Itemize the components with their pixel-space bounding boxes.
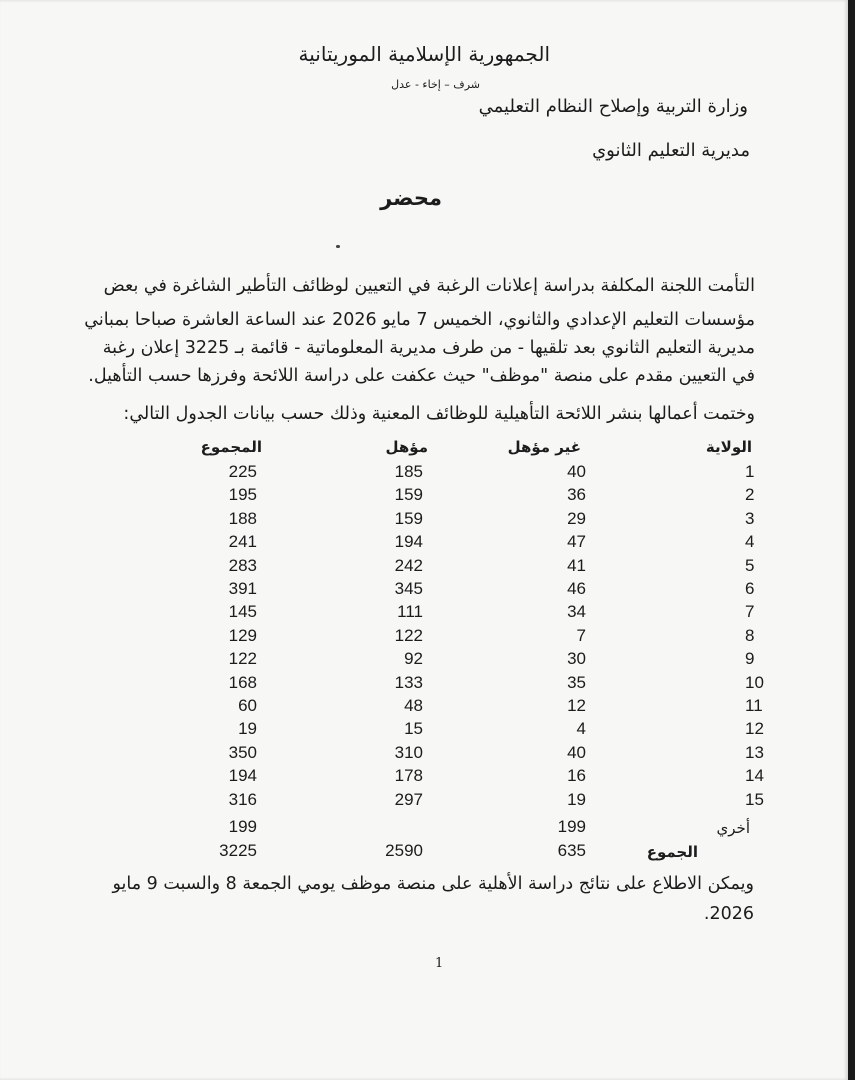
row-state: 15 [745,790,764,809]
row-unqualified: 12 [567,696,586,715]
row-state: 5 [745,556,755,575]
row-qualified: 48 [404,696,423,715]
row-total: 60 [238,696,257,715]
row-unqualified: 19 [567,790,586,809]
row-qualified: 194 [394,532,423,551]
row-state: 10 [745,673,764,692]
row-qualified: 133 [394,673,423,692]
header-state: الولاية [705,438,752,456]
directorate-name: مديرية التعليم الثانوي [592,140,750,161]
row-qualified: 185 [394,462,423,481]
row-total: 194 [228,766,257,785]
row-total: 145 [228,602,257,621]
row-qualified: 159 [394,509,423,528]
row-state: 2 [745,485,755,504]
row-unqualified: 41 [567,556,586,575]
row-unqualified: 30 [567,649,586,668]
row-unqualified: 40 [567,743,586,762]
document-title: محضر [380,186,442,210]
paragraph-line: مديرية التعليم الثانوي بعد تلقيها - من طرف مديرية المعلوماتية - قائمة بـ 3225 إعلان رغبة [102,338,755,358]
row-state: 3 [745,509,755,528]
row-qualified: 92 [404,649,423,668]
paragraph-line: التأمت اللجنة المكلفة بدراسة إعلانات الرغبة في التعيين لوظائف التأطير الشاغرة في بعض [103,276,755,296]
row-total: 195 [228,485,257,504]
row-qualified: 242 [394,556,423,575]
row-total: 391 [228,579,257,598]
row-state: 6 [745,579,755,598]
total-row-label: الجموع [646,843,698,861]
row-qualified: 178 [394,766,423,785]
row-state: 9 [745,649,755,668]
row-unqualified: 40 [567,462,586,481]
row-total: 129 [228,626,257,645]
other-row-total: 199 [228,817,257,836]
other-row-label: أخري [716,819,750,837]
row-total: 283 [228,556,257,575]
row-total: 168 [228,673,257,692]
header-total: المجموع [200,438,262,456]
row-qualified: 159 [394,485,423,504]
scan-speck [336,245,340,248]
row-total: 225 [228,462,257,481]
row-state: 8 [745,626,755,645]
other-row-unqualified: 199 [557,817,586,836]
row-unqualified: 16 [567,766,586,785]
row-qualified: 15 [404,719,423,738]
closing-line: ويمكن الاطلاع على نتائج دراسة الأهلية على منصة موظف يومي الجمعة 8 والسبت 9 مايو [112,874,754,894]
row-unqualified: 34 [567,602,586,621]
row-state: 7 [745,602,755,621]
row-qualified: 345 [394,579,423,598]
row-total: 241 [228,532,257,551]
row-unqualified: 35 [567,673,586,692]
total-qualified: 2590 [385,841,423,860]
ministry-name: وزارة التربية وإصلاح النظام التعليمي [478,96,748,117]
row-qualified: 310 [394,743,423,762]
row-state: 4 [745,532,755,551]
country-name: الجمهورية الإسلامية الموريتانية [298,42,550,66]
row-qualified: 297 [394,790,423,809]
row-total: 316 [228,790,257,809]
paragraph-line: مؤسسات التعليم الإعدادي والثانوي، الخميس 7 مايو 2026 عند الساعة العاشرة صباحا بمباني [84,310,755,330]
row-total: 19 [238,719,257,738]
row-state: 13 [745,743,764,762]
row-unqualified: 29 [567,509,586,528]
total-all: 3225 [219,841,257,860]
row-unqualified: 4 [576,719,586,738]
page-number: 1 [435,956,444,971]
row-unqualified: 46 [567,579,586,598]
row-state: 14 [745,766,764,785]
row-state: 11 [745,696,763,715]
row-unqualified: 7 [576,626,586,645]
row-state: 1 [745,462,755,481]
closing-line: 2026. [703,904,754,924]
header-qualified: مؤهل [385,438,428,456]
paragraph-line: وختمت أعمالها بنشر اللائحة التأهيلية للوظائف المعنية وذلك حسب بيانات الجدول التالي: [123,404,755,424]
header-unqualified: غير مؤهل [507,438,581,456]
row-unqualified: 47 [567,532,586,551]
row-qualified: 111 [397,602,423,621]
row-total: 350 [228,743,257,762]
paragraph-line: في التعيين مقدم على منصة "موظف" حيث عكفت على دراسة اللائحة وفرزها حسب التأهيل. [88,366,755,386]
row-qualified: 122 [394,626,423,645]
row-total: 122 [228,649,257,668]
row-state: 12 [745,719,764,738]
row-total: 188 [228,509,257,528]
total-unqualified: 635 [557,841,586,860]
national-motto: شرف – إخاء - عدل [391,78,480,91]
row-unqualified: 36 [567,485,586,504]
